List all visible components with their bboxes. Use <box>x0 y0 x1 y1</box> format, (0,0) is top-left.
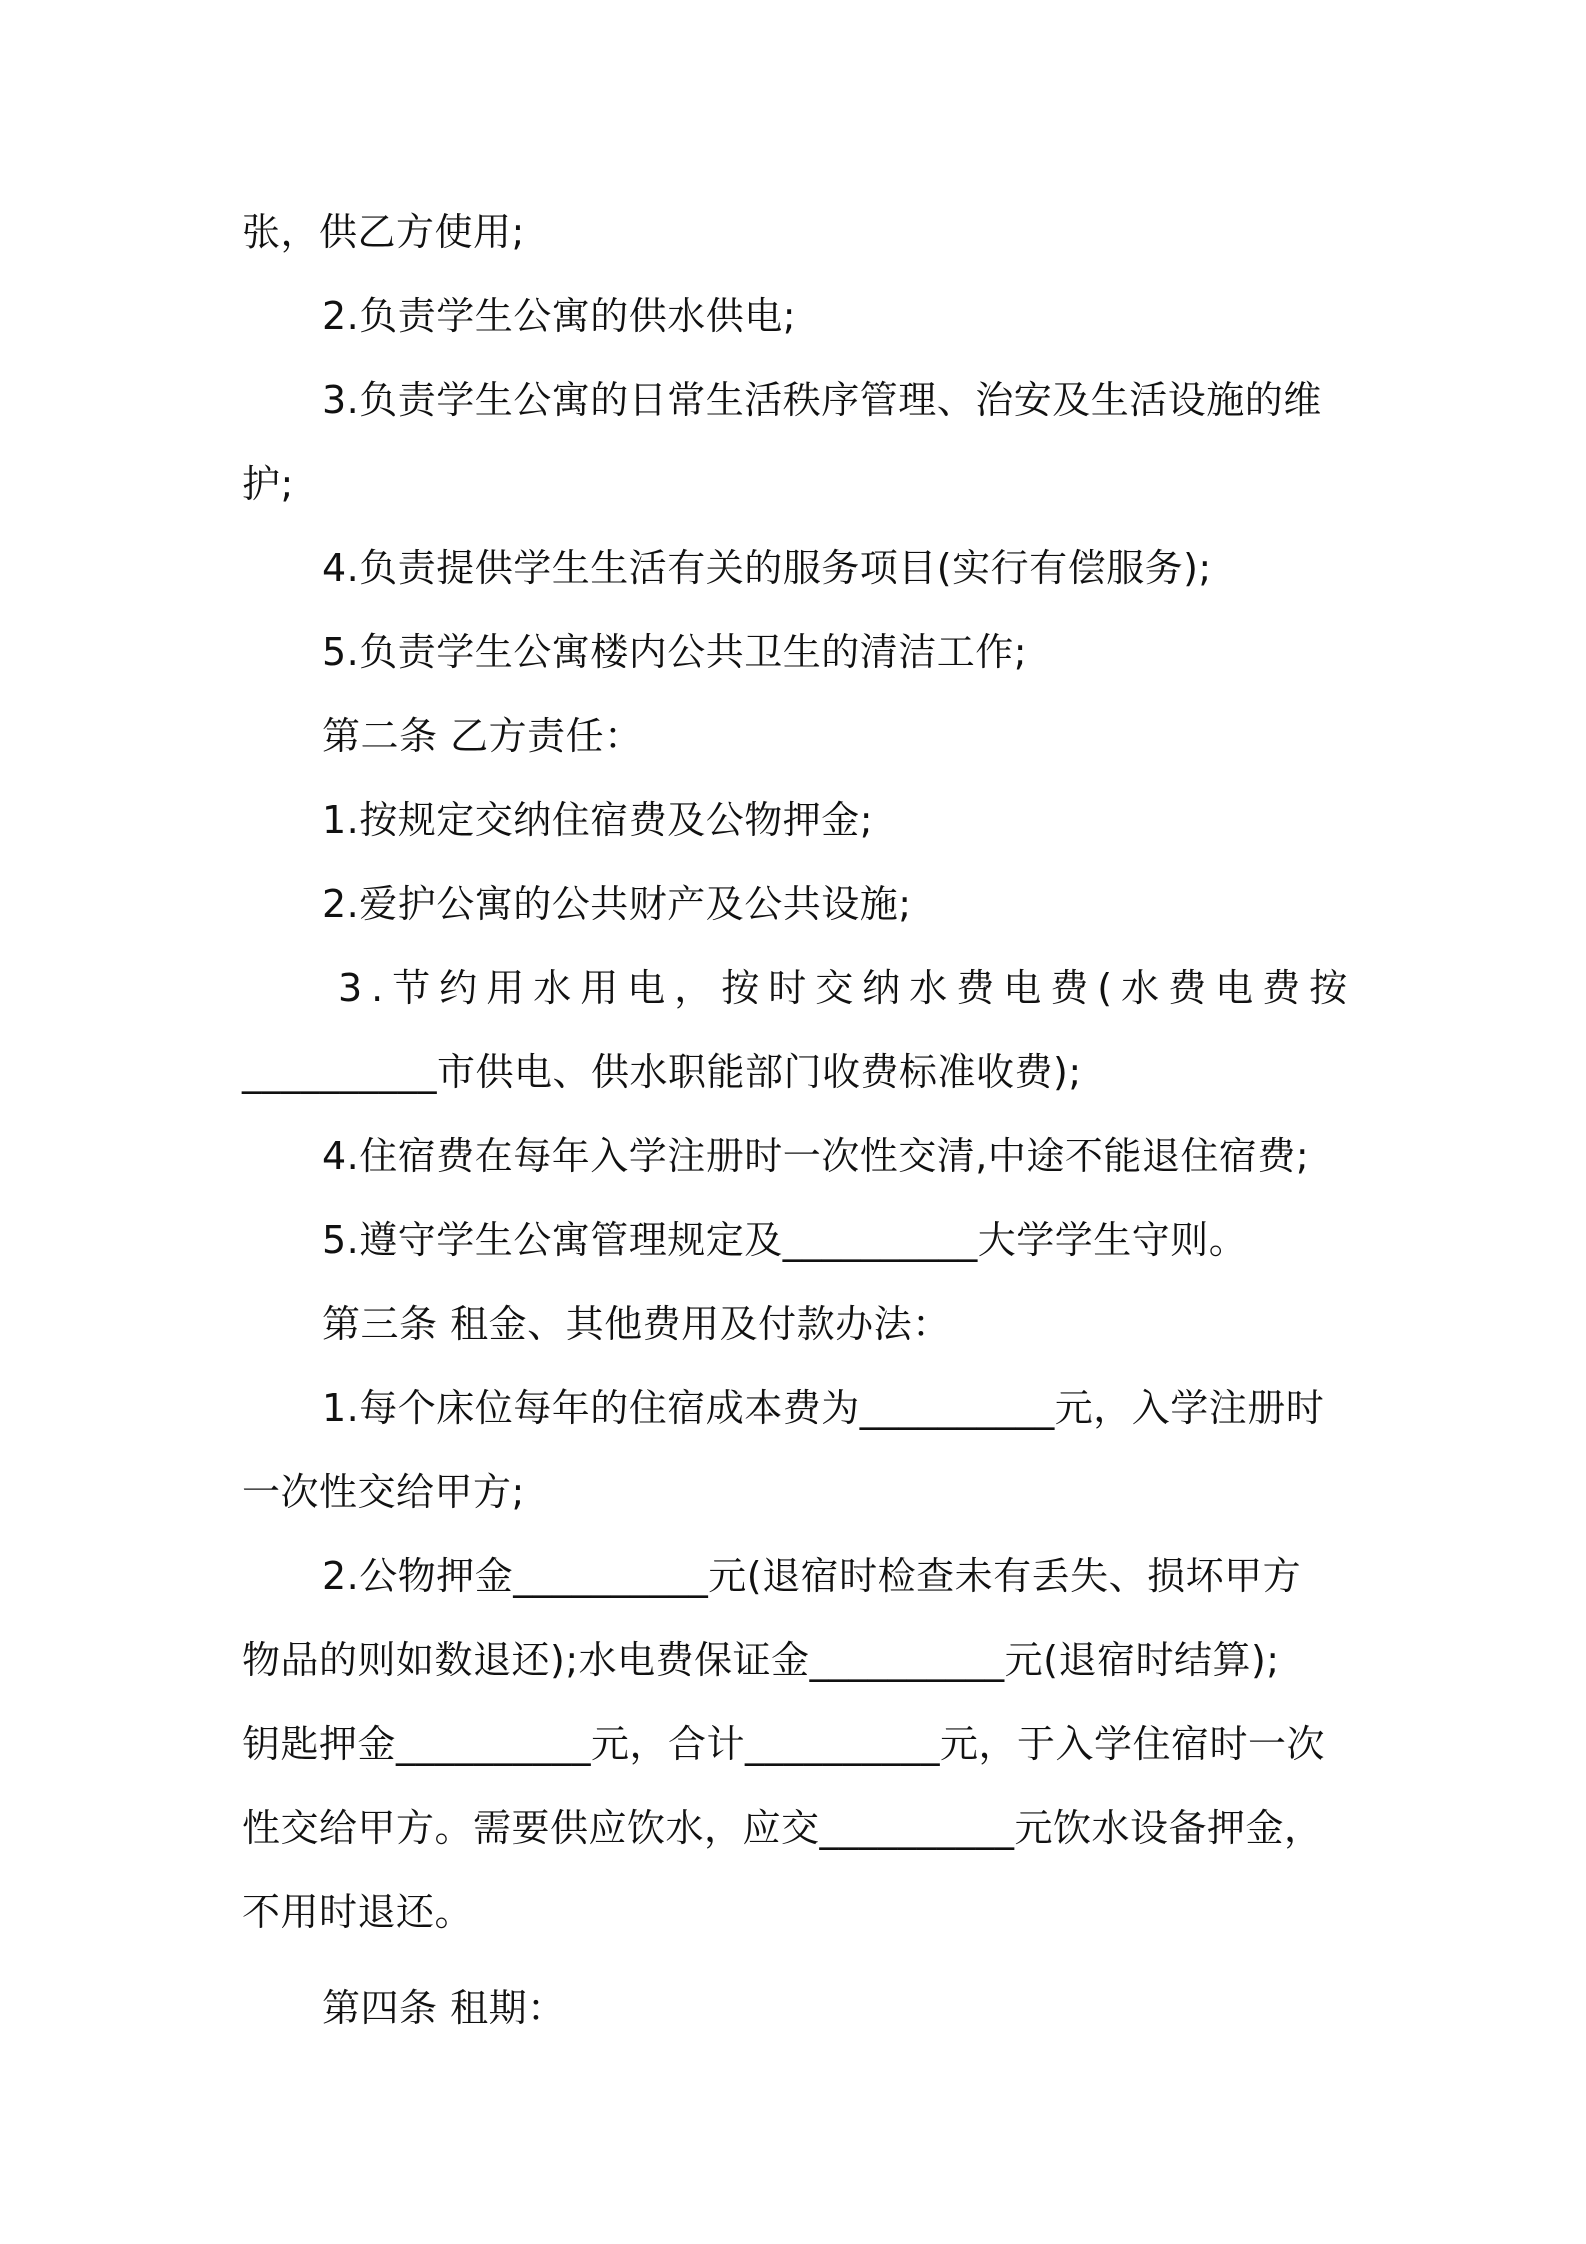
text-line: 4.住宿费在每年入学注册时一次性交清,中途不能退住宿费; <box>322 1134 1310 1178</box>
text-line: 护; <box>242 462 294 506</box>
section-heading: 第二条 乙方责任： <box>322 714 643 758</box>
text-line: 4.负责提供学生生活有关的服务项目(实行有偿服务); <box>322 546 1212 590</box>
text-line: 不用时退还。 <box>242 1890 474 1934</box>
document-body <box>242 190 1357 2050</box>
text-line: 3.节约用水用电，按时交纳水费电费(水费电费按 <box>338 966 1357 1010</box>
text-line: 2.爱护公寓的公共财产及公共设施; <box>322 882 912 926</box>
text-line: 钥匙押金__________元，合计__________元，于入学住宿时一次 <box>242 1722 1326 1766</box>
section-heading: 第四条 租期： <box>322 1986 566 2030</box>
section-heading: 第三条 租金、其他费用及付款办法： <box>322 1302 951 1346</box>
text-line: 1.按规定交纳住宿费及公物押金; <box>322 798 874 842</box>
text-line: 5.负责学生公寓楼内公共卫生的清洁工作; <box>322 630 1028 674</box>
text-line: 2.负责学生公寓的供水供电; <box>322 294 797 338</box>
text-line: 1.每个床位每年的住宿成本费为__________元，入学注册时 <box>322 1386 1325 1430</box>
text-line: 2.公物押金__________元(退宿时检查未有丢失、损坏甲方 <box>322 1554 1302 1598</box>
text-line: 5.遵守学生公寓管理规定及__________大学学生守则。 <box>322 1218 1248 1262</box>
text-line: 一次性交给甲方; <box>242 1470 525 1514</box>
text-line: 物品的则如数退还);水电费保证金__________元(退宿时结算); <box>242 1638 1280 1682</box>
text-line: __________市供电、供水职能部门收费标准收费); <box>242 1050 1082 1094</box>
text-line: 张，供乙方使用; <box>242 210 525 254</box>
text-line: 3.负责学生公寓的日常生活秩序管理、治安及生活设施的维 <box>322 378 1322 422</box>
text-line: 性交给甲方。需要供应饮水，应交__________元饮水设备押金， <box>242 1806 1323 1850</box>
